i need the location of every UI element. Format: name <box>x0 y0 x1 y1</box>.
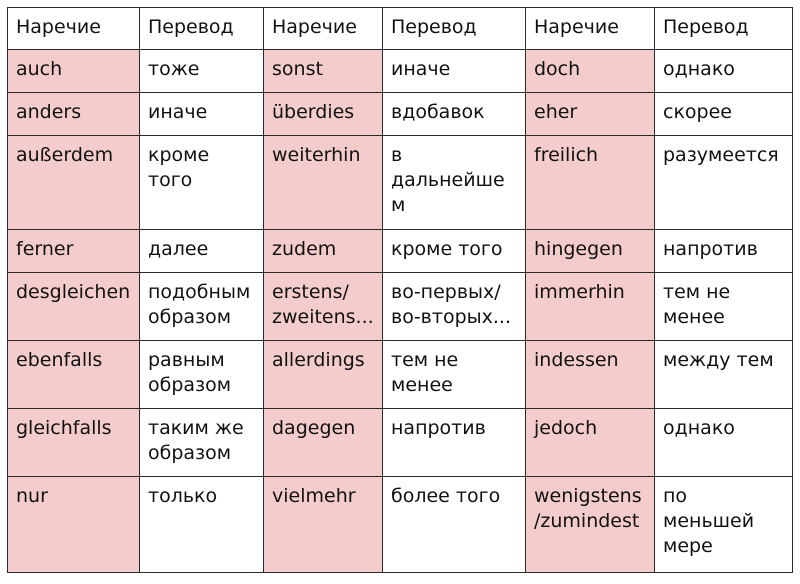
german-adverb-cell: dagegen <box>264 409 383 477</box>
translation-cell: скорее <box>655 93 793 136</box>
german-adverb-cell: desgleichen <box>8 273 140 341</box>
translation-cell: вдобавок <box>383 93 526 136</box>
table-row <box>8 136 793 230</box>
table-header-row <box>8 8 793 50</box>
translation-cell: однако <box>655 409 793 477</box>
translation-cell: таким же образом <box>140 409 264 477</box>
table-row <box>8 50 793 93</box>
translation-cell: тем не менее <box>655 273 793 341</box>
translation-cell: подобным образом <box>140 273 264 341</box>
translation-cell: напротив <box>655 230 793 273</box>
translation-cell: кроме того <box>383 230 526 273</box>
translation-cell: тем не менее <box>383 341 526 409</box>
german-adverb-cell: eher <box>526 93 655 136</box>
table-row <box>8 341 793 409</box>
table-row <box>8 477 793 573</box>
german-adverb-cell: hingegen <box>526 230 655 273</box>
german-adverb-cell: zudem <box>264 230 383 273</box>
german-adverb-cell: ebenfalls <box>8 341 140 409</box>
german-adverb-cell: allerdings <box>264 341 383 409</box>
german-adverb-cell: vielmehr <box>264 477 383 573</box>
translation-cell: кроме того <box>140 136 264 230</box>
translation-cell: во-первых/ во-вторых... <box>383 273 526 341</box>
translation-cell: между тем <box>655 341 793 409</box>
table-row <box>8 273 793 341</box>
header-translation-3: Перевод <box>655 8 793 50</box>
header-translation-1: Перевод <box>140 8 264 50</box>
german-adverb-cell: gleichfalls <box>8 409 140 477</box>
german-adverb-cell: jedoch <box>526 409 655 477</box>
vocabulary-table <box>7 7 793 573</box>
german-adverb-cell: indessen <box>526 341 655 409</box>
translation-cell: иначе <box>140 93 264 136</box>
translation-cell: в дальнейшем <box>383 136 526 230</box>
translation-cell: разумеется <box>655 136 793 230</box>
table-row <box>8 409 793 477</box>
german-adverb-cell: anders <box>8 93 140 136</box>
translation-cell: далее <box>140 230 264 273</box>
translation-cell: равным образом <box>140 341 264 409</box>
german-adverb-cell: überdies <box>264 93 383 136</box>
german-adverb-cell: sonst <box>264 50 383 93</box>
german-adverb-cell: weiterhin <box>264 136 383 230</box>
german-adverb-cell: doch <box>526 50 655 93</box>
header-adverb-3: Наречие <box>526 8 655 50</box>
translation-cell: иначе <box>383 50 526 93</box>
translation-cell: более того <box>383 477 526 573</box>
german-adverb-cell: erstens/ zweitens... <box>264 273 383 341</box>
translation-cell: тоже <box>140 50 264 93</box>
table-row <box>8 93 793 136</box>
german-adverb-cell: immerhin <box>526 273 655 341</box>
translation-cell: напротив <box>383 409 526 477</box>
german-adverb-cell: nur <box>8 477 140 573</box>
table-row <box>8 230 793 273</box>
german-adverb-cell: auch <box>8 50 140 93</box>
german-adverb-cell: freilich <box>526 136 655 230</box>
header-adverb-2: Наречие <box>264 8 383 50</box>
translation-cell: по меньшей мере <box>655 477 793 573</box>
german-adverb-cell: außerdem <box>8 136 140 230</box>
german-adverb-cell: ferner <box>8 230 140 273</box>
header-translation-2: Перевод <box>383 8 526 50</box>
translation-cell: однако <box>655 50 793 93</box>
translation-cell: только <box>140 477 264 573</box>
german-adverb-cell: wenigstens /zumindest <box>526 477 655 573</box>
header-adverb-1: Наречие <box>8 8 140 50</box>
